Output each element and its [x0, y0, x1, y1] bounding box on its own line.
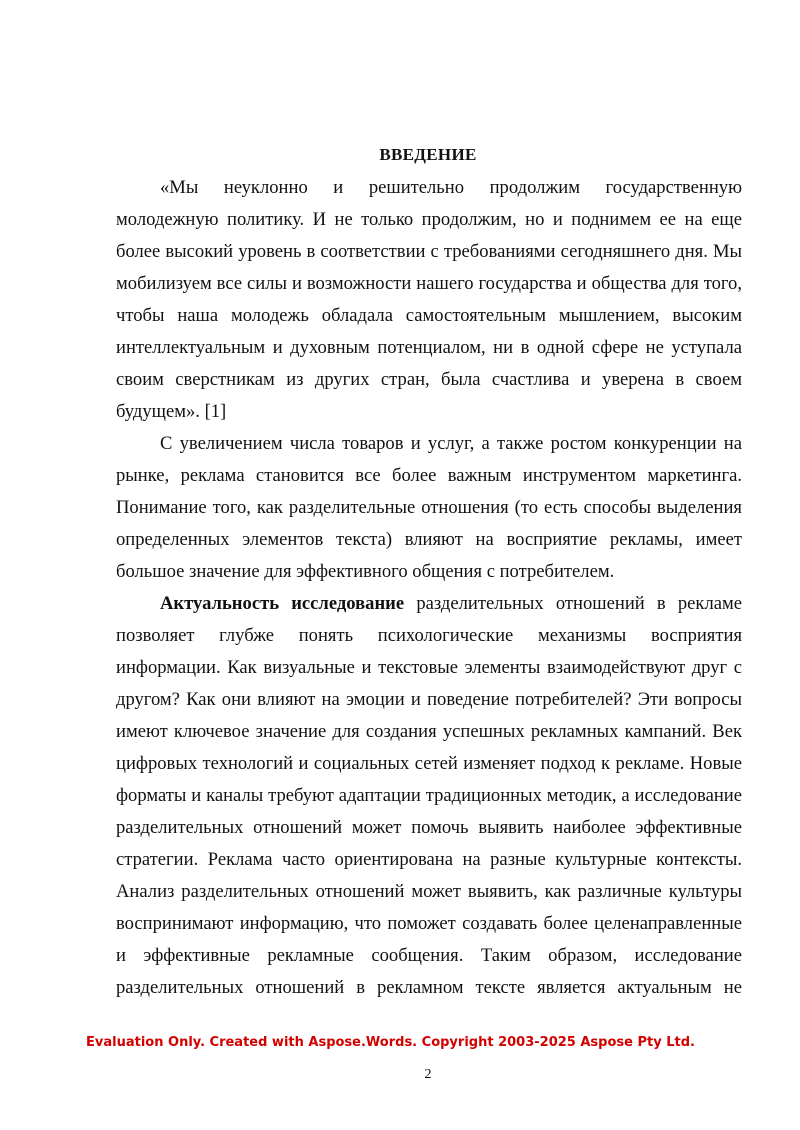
text-line: мобилизуем все силы и возможности нашего государства и общества для того,	[116, 273, 742, 294]
text-line: более высокий уровень в соответствии с требованиями сегодняшнего дня. Мы	[116, 241, 742, 262]
text-line: С увеличением числа товаров и услуг, а также ростом конкуренции на	[160, 433, 742, 454]
text-line: «Мы неуклонно и решительно продолжим государственную	[160, 177, 742, 198]
text-line: цифровых технологий и социальных сетей изменяет подход к рекламе. Новые	[116, 753, 742, 774]
text-line: другом? Как они влияют на эмоции и поведение потребителей? Эти вопросы	[116, 689, 742, 710]
text-line: своим сверстникам из других стран, была счастлива и уверена в своем	[116, 369, 742, 390]
text-line: и эффективные рекламные сообщения. Таким образом, исследование	[116, 945, 742, 966]
text-line: Понимание того, как разделительные отношения (то есть способы выделения	[116, 497, 742, 518]
text-line: информации. Как визуальные и текстовые элементы взаимодействуют друг с	[116, 657, 742, 678]
text-span: разделительных отношений в рекламе	[404, 593, 742, 614]
text-line: разделительных отношений в рекламном тексте является актуальным не	[116, 977, 742, 998]
page-number: 2	[424, 1067, 432, 1082]
bold-lead-phrase: Актуальность исследование	[160, 593, 405, 614]
text-line: будущем». [1]	[116, 401, 227, 422]
text-line	[116, 588, 742, 620]
text-line: большое значение для эффективного общения с потребителем.	[116, 561, 615, 582]
evaluation-watermark: Evaluation Only. Created with Aspose.Words. Copyright 2003-2025 Aspose Pty Ltd.	[86, 1035, 695, 1050]
text-line: форматы и каналы требуют адаптации традиционных методик, а исследование	[116, 785, 742, 806]
text-line: определенных элементов текста) влияют на восприятие рекламы, имеет	[116, 529, 742, 550]
text-line: стратегии. Реклама часто ориентирована на разные культурные контексты.	[116, 849, 742, 870]
section-title: ВВЕДЕНИЕ	[379, 145, 477, 164]
text-line: рынке, реклама становится все более важным инструментом маркетинга.	[116, 465, 742, 486]
text-line: чтобы наша молодежь обладала самостоятельным мышлением, высоким	[116, 305, 742, 326]
text-line: позволяет глубже понять психологические механизмы восприятия	[116, 625, 742, 646]
text-line: имеют ключевое значение для создания успешных рекламных кампаний. Век	[116, 721, 742, 742]
text-line: воспринимают информацию, что поможет создавать более целенаправленные	[116, 913, 742, 934]
text-line: молодежную политику. И не только продолжим, но и поднимем ее на еще	[116, 209, 742, 230]
body-text	[116, 172, 742, 1004]
text-line: интеллектуальным и духовным потенциалом, ни в одной сфере не уступала	[116, 337, 742, 358]
text-line: разделительных отношений может помочь выявить наиболее эффективные	[116, 817, 742, 838]
text-line: Анализ разделительных отношений может выявить, как различные культуры	[116, 881, 742, 902]
